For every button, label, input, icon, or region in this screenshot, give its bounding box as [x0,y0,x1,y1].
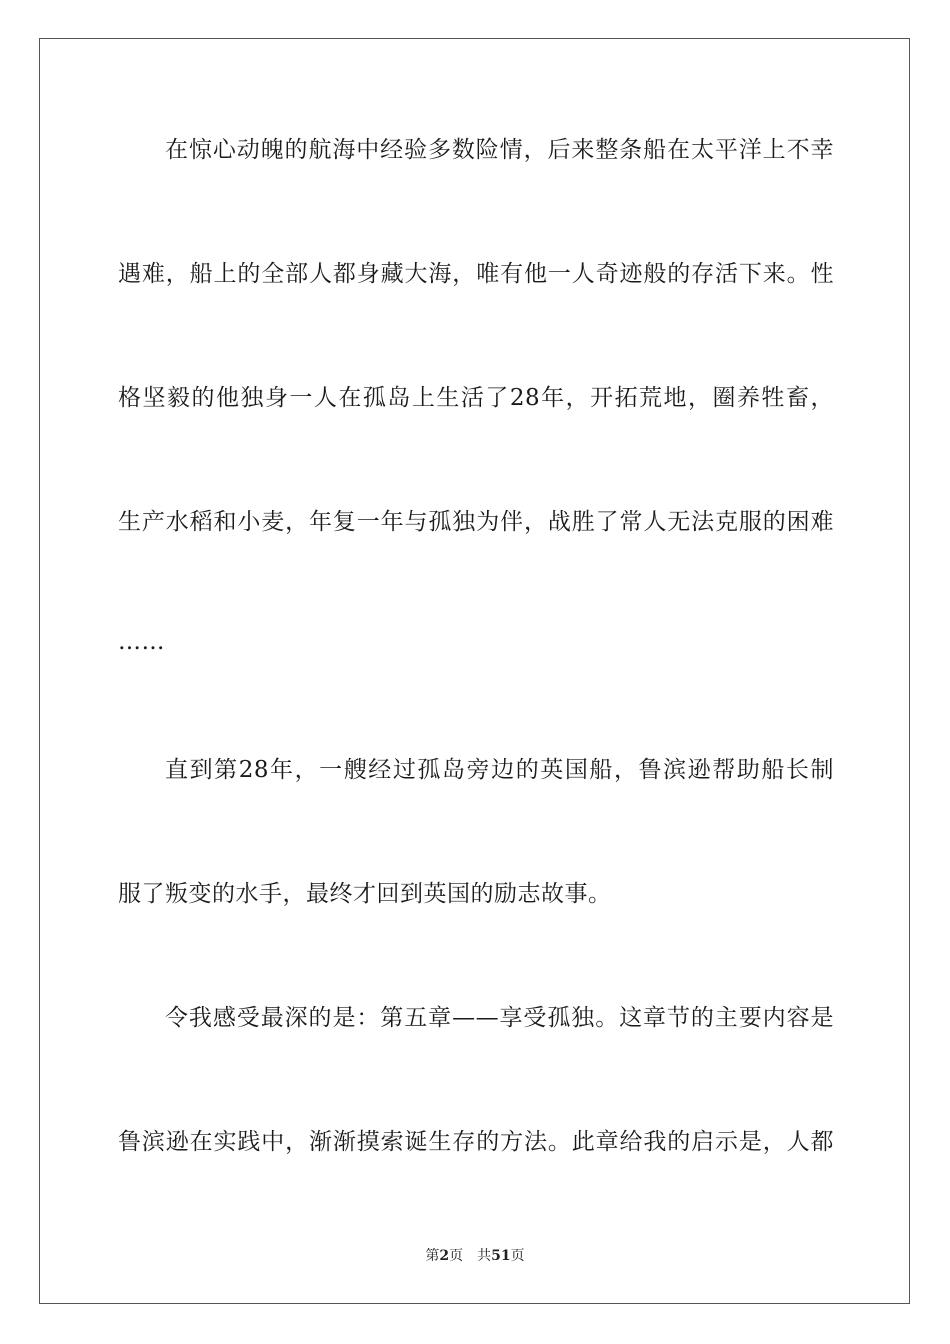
paragraph-1-line-5: …… [118,629,165,655]
paragraph-2-line-1: 直到第28年，一艘经过孤岛旁边的英国船，鲁滨逊帮助船长制 [165,757,834,783]
paragraph-1-line-4: 生产水稻和小麦，年复一年与孤独为伴，战胜了常人无法克服的困难 [118,509,834,535]
page-suffix: 页 [449,1248,464,1264]
paragraph-1-line-1: 在惊心动魄的航海中经验多数险情，后来整条船在太平洋上不幸 [165,137,834,163]
page-prefix: 第 [425,1248,440,1264]
paragraph-1-line-2: 遇难，船上的全部人都身藏大海，唯有他一人奇迹般的存活下来。性 [118,261,834,287]
total-pages: 51 [491,1248,511,1264]
paragraph-3-line-1: 令我感受最深的是：第五章——享受孤独。这章节的主要内容是 [165,1005,834,1031]
paragraph-1-line-3: 格坚毅的他独身一人在孤岛上生活了28年，开拓荒地，圈养牲畜， [118,385,834,411]
total-suffix: 页 [510,1248,525,1264]
paragraph-3-line-2: 鲁滨逊在实践中，渐渐摸索诞生存的方法。此章给我的启示是，人都 [118,1129,834,1155]
page-number: 2 [439,1248,450,1264]
total-prefix: 共 [477,1248,492,1264]
paragraph-2-line-2: 服了叛变的水手，最终才回到英国的励志故事。 [118,881,612,907]
page-frame [39,38,910,1304]
page-footer [0,1247,950,1265]
